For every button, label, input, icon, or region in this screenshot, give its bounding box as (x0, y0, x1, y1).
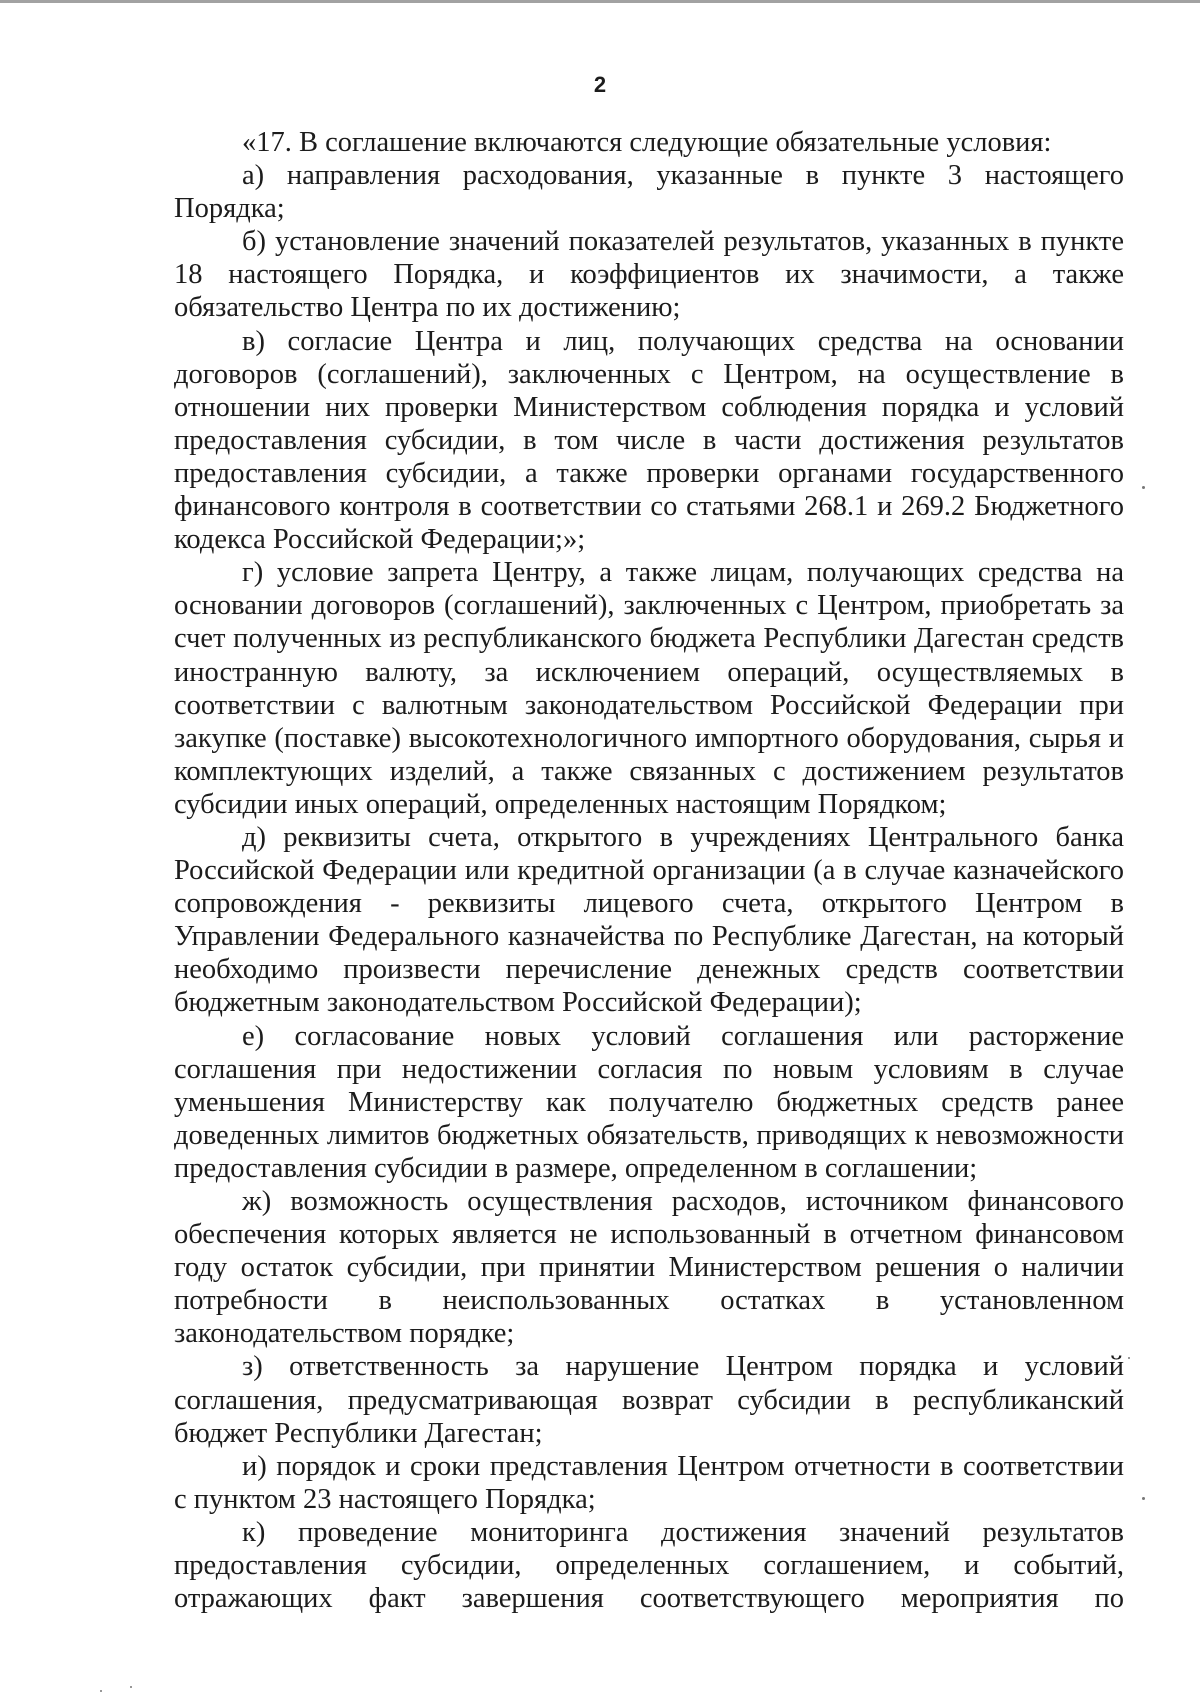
scan-speck (1128, 1357, 1130, 1359)
document-body (174, 126, 1124, 1615)
page-number: 2 (593, 72, 607, 97)
clause-g: г) условие запрета Центру, а также лицам, получающих средства на основании договоров (соглашений), заключенных с Центром, приобретать за счет полученных из республиканского бюджета Республики Дагестан средств иностранную валюту, за исключением операций, осуществляемых в соответствии с валютным законодательством Российской Федерации при закупке (поставке) высокотехнологичного импортного оборудования, сырья и комплектующих изделий, а также связанных с достижением результатов субсидии иных операций, определенных настоящим Порядком; (174, 557, 1124, 820)
scan-speck (1142, 1497, 1145, 1500)
clause-zh: ж) возможность осуществления расходов, источником финансового обеспечения которых является не использованный в отчетном финансовом году остаток субсидии, при принятии Министерством решения о наличии потребности в неиспользованных остатках в установленном законодательством порядке; (174, 1186, 1124, 1350)
clause-v: в) согласие Центра и лиц, получающих средства на основании договоров (соглашений), заключенных с Центром, на осуществление в отношении них проверки Министерством соблюдения порядка и условий предоставления субсидии, в том числе в части достижения результатов предоставления субсидии, а также проверки органами государственного финансового контроля в соответствии со статьями 268.1 и 269.2 Бюджетного кодекса Российской Федерации;»; (174, 325, 1124, 556)
clause-i: и) порядок и сроки представления Центром отчетности в соответствии с пунктом 23 настоящего Порядка; (174, 1450, 1124, 1515)
clause-b: б) установление значений показателей результатов, указанных в пункте 18 настоящего Порядка, и коэффициентов их значимости, а также обязательство Центра по их достижению; (174, 226, 1124, 324)
clause-k: к) проведение мониторинга достижения значений результатов предоставления субсидии, определенных соглашением, и событий, отражающих факт завершения соответствующего мероприятия по (174, 1516, 1124, 1615)
clause-z: з) ответственность за нарушение Центром порядка и условий соглашения, предусматривающая возврат субсидии в республиканский бюджет Республики Дагестан; (174, 1351, 1124, 1449)
scan-top-edge (0, 0, 1200, 3)
clause-a: а) направления расходования, указанные в пункте 3 настоящего Порядка; (174, 160, 1124, 225)
scan-speck (1142, 486, 1145, 489)
scan-speck (100, 1690, 102, 1692)
clause-d: д) реквизиты счета, открытого в учреждениях Центрального банка Российской Федерации или кредитной организации (а в случае казначейского сопровождения - реквизиты лицевого счета, открытого Центром в Управлении Федерального казначейства по Республике Дагестан, на который необходимо произвести перечисление денежных средств соответствии бюджетным законодательством Российской Федерации); (174, 821, 1124, 1019)
scan-speck (130, 1686, 132, 1688)
clause-e: е) согласование новых условий соглашения или расторжение соглашения при недостижении согласия по новым условиям в случае уменьшения Министерству как получателю бюджетных средств ранее доведенных лимитов бюджетных обязательств, приводящих к невозможности предоставления субсидии в размере, определенном в соглашении; (174, 1020, 1124, 1184)
clause-17-heading: «17. В соглашение включаются следующие обязательные условия: (242, 127, 1052, 158)
